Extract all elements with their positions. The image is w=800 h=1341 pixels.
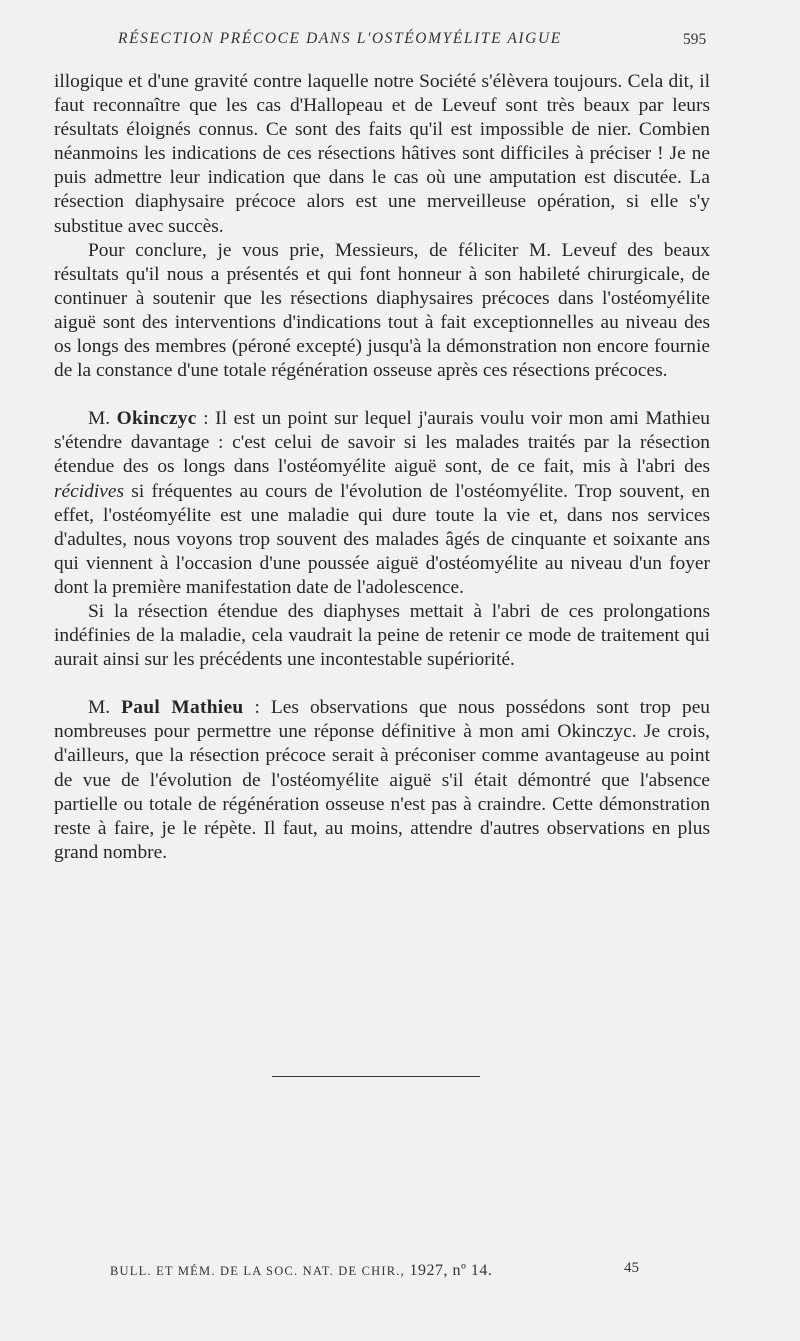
speaker-name-okinczyc: Okinczyc <box>116 408 197 430</box>
paragraph-1: illogique et d'une gravité contre laquelle notre Société s'élèvera toujours. Cela dit, il faut reconnaître que les cas d'Hallopeau et de Leveuf sont très beaux par leurs résultats éloignés connus. Ce sont des faits qu'il est impossible de nier. Combien néanmoins les indications de ces résections hâtives sont difficiles à préciser ! Je ne puis admettre leur indication que dans le cas où une amputation est discutée. La résection diaphysaire précoce alors est une merveilleuse opération, si elle s'y substitue avec succès. <box>54 71 710 237</box>
paragraph-2: Pour conclure, je vous prie, Messieurs, de féliciter M. Leveuf des beaux résultats qu'il nous a présentés et qui font honneur à son habileté chirurgicale, de continuer à soutenir que les résections diaphysaires précoces dans l'ostéomyélite aiguë sont des interventions d'indications tout à fait exceptionnelles au niveau des os longs des membres (péroné excepté) jusqu'à la démonstration non encore fournie de la constance d'une totale régénération osseuse après ces résections précoces. <box>54 239 710 382</box>
italic-term: récidives <box>54 480 124 502</box>
year-issue: 1927, nº 14. <box>404 1262 493 1279</box>
speaker-prefix: M. <box>88 697 122 719</box>
mathieu-text: : Les observations que nous possédons sont trop peu nombreuses pour permettre une réponse définitive à mon ami Okinczyc. Je crois, d'ailleurs, que la résection précoce serait à préconiser comme avantageuse au point de vue de l'évolution de l'ostéomyélite aiguë s'il était démontré que l'absence partielle ou totale de régénération osseuse n'est pas à craindre. Cette démonstration reste à faire, je le répète. Il faut, au moins, attendre d'autres observations en plus grand nombre. <box>54 697 711 863</box>
speaker-name-mathieu: Paul Mathieu <box>121 697 244 719</box>
running-title: RÉSECTION PRÉCOCE DANS L'OSTÉOMYÉLITE AIGUE <box>118 30 562 47</box>
page-number: 595 <box>683 31 707 48</box>
speaker-prefix: M. <box>88 408 117 430</box>
article-body <box>54 70 710 865</box>
paragraph-mathieu <box>54 696 710 865</box>
footer-reference <box>110 1262 492 1280</box>
paragraph-okinczyc <box>54 407 710 600</box>
signature-mark: 45 <box>624 1260 639 1276</box>
section-divider <box>272 1076 480 1077</box>
okinczyc-text-before: : Il est un point sur lequel j'aurais voulu voir mon ami Mathieu s'étendre davantage : c'est celui de savoir si les malades traités par la résection étendue des os longs dans l'ostéomyélite aiguë sont, de ce fait, mis à l'abri des <box>54 408 711 478</box>
paragraph-4: Si la résection étendue des diaphyses mettait à l'abri de ces prolongations indéfinies de la maladie, cela vaudrait la peine de retenir ce mode de traitement qui aurait ainsi sur les précédents une incontestable supériorité. <box>54 600 710 671</box>
journal-reference: BULL. ET MÉM. DE LA SOC. NAT. DE CHIR., <box>110 1264 405 1278</box>
okinczyc-text-after: si fréquentes au cours de l'évolution de l'ostéomyélite. Trop souvent, en effet, l'ostéomyélite est une maladie qui dure toute la vie et, dans nos services d'adultes, nous voyons trop souvent des malades âgés de cinquante et soixante ans qui viennent à l'occasion d'une poussée aiguë d'ostéomyélite au niveau d'un foyer dont la première manifestation date de l'adolescence. <box>54 480 710 598</box>
